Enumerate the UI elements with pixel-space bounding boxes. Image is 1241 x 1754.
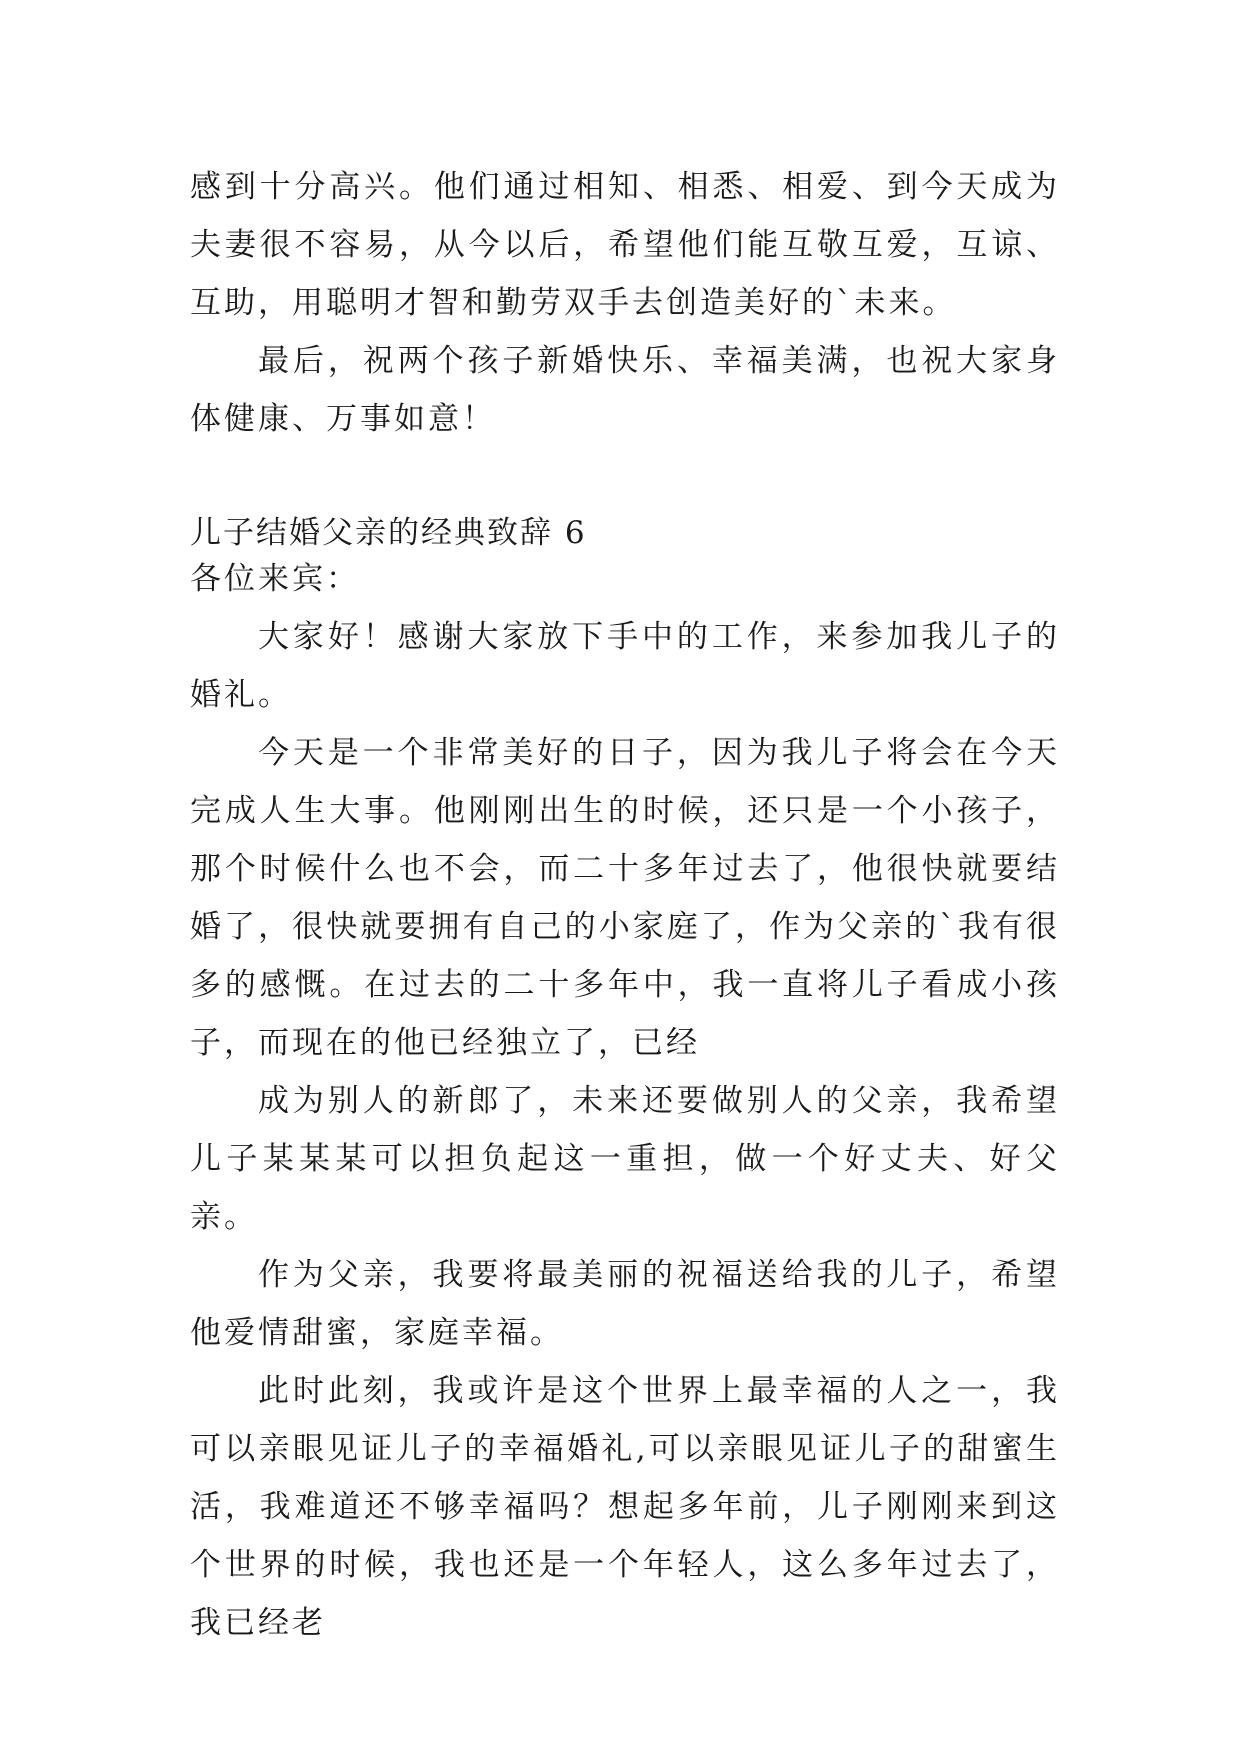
section-title: 儿子结婚父亲的经典致辞 6 — [190, 515, 587, 551]
body-paragraph: 大家好！感谢大家放下手中的工作，来参加我儿子的婚礼。 — [190, 619, 1060, 713]
salutation: 各位来宾： — [190, 561, 360, 597]
body-paragraph: 此时此刻，我或许是这个世界上最幸福的人之一，我可以亲眼见证儿子的幸福婚礼,可以亲眼见证儿子的甜蜜生活，我难道还不够幸福吗？想起多年前，儿子刚刚来到这个世界的时候，我也还是一个年轻人，这么多年过去了，我已经老 — [190, 1373, 1060, 1641]
body-paragraph: 成为别人的新郎了，未来还要做别人的父亲，我希望儿子某某某可以担负起这一重担，做一个好丈夫、好父亲。 — [190, 1083, 1060, 1235]
closing-paragraph: 最后，祝两个孩子新婚快乐、幸福美满，也祝大家身体健康、万事如意！ — [190, 343, 1060, 437]
body-paragraph: 作为父亲，我要将最美丽的祝福送给我的儿子，希望他爱情甜蜜，家庭幸福。 — [190, 1257, 1060, 1351]
continuation-paragraph: 感到十分高兴。他们通过相知、相悉、相爱、到今天成为夫妻很不容易，从今以后，希望他们能互敬互爱，互谅、互助，用聪明才智和勤劳双手去创造美好的`未来。 — [190, 169, 1060, 321]
document-body — [190, 158, 1060, 1652]
body-paragraph: 今天是一个非常美好的日子，因为我儿子将会在今天完成人生大事。他刚刚出生的时候，还只是一个小孩子，那个时候什么也不会，而二十多年过去了，他很快就要结婚了，很快就要拥有自己的小家庭了，作为父亲的`我有很多的感慨。在过去的二十多年中，我一直将儿子看成小孩子，而现在的他已经独立了，已经 — [190, 735, 1060, 1061]
